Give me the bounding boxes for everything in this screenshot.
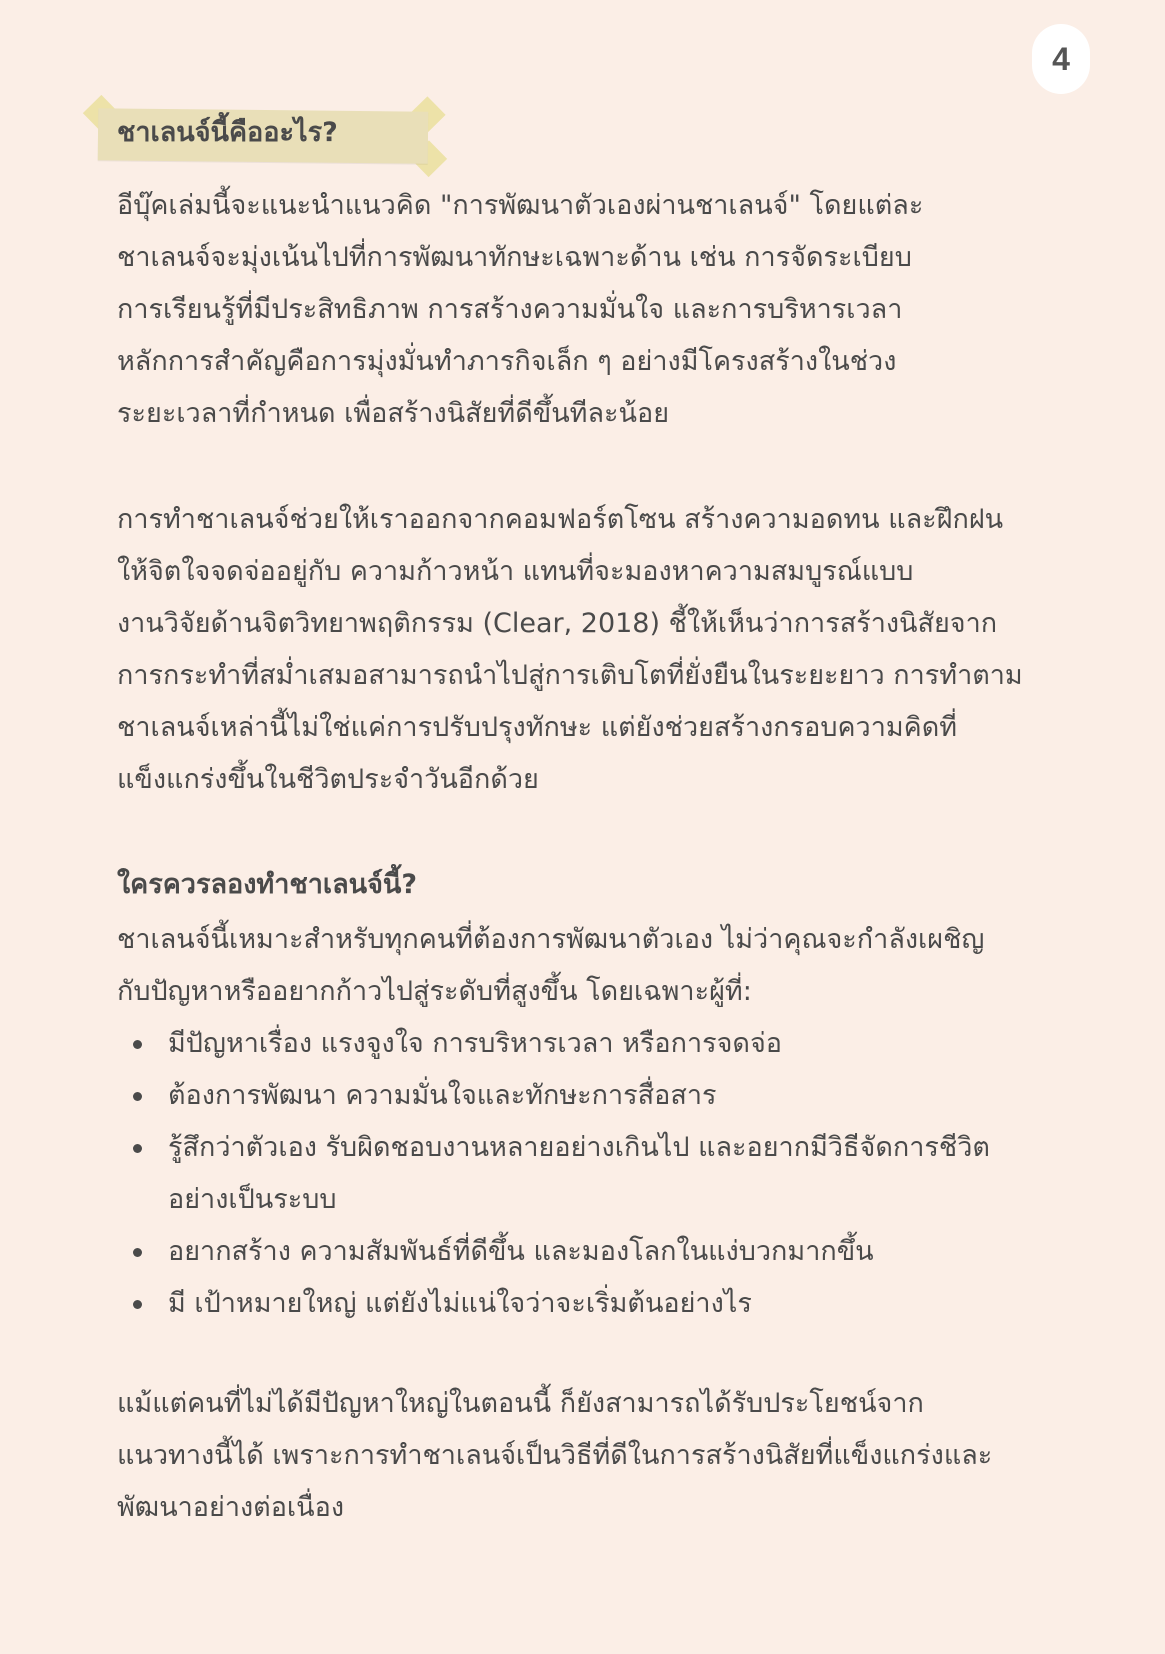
paragraph-line: แม้แต่คนที่ไม่ได้มีปัญหาใหญ่ในตอนนี้ ก็ยังสามารถได้รับประโยชน์จาก (117, 1388, 924, 1419)
list-item (130, 1226, 1090, 1278)
paragraph-line: กับปัญหาหรืออยากก้าวไปสู่ระดับที่สูงขึ้น โดยเฉพาะผู้ที่: (117, 976, 752, 1007)
paragraph-line: ระยะเวลาที่กำหนด เพื่อสร้างนิสัยที่ดีขึ้นทีละน้อย (117, 398, 670, 429)
list-item-text: รู้สึกว่าตัวเอง รับผิดชอบงานหลายอย่างเกินไป และอยากมีวิธีจัดการชีวิต (168, 1132, 990, 1163)
section-heading-what: ชาเลนจ์นี้คืออะไร? (117, 117, 338, 148)
bullet-dot-icon (133, 1040, 142, 1049)
paragraph-line: ชาเลนจ์จะมุ่งเน้นไปที่การพัฒนาทักษะเฉพาะด้าน เช่น การจัดระเบียบ (117, 242, 912, 273)
paragraph-intro (117, 180, 1077, 440)
audience-bullet-list (130, 1018, 1090, 1330)
list-item (130, 1122, 1090, 1226)
paragraph-line: หลักการสำคัญคือการมุ่งมั่นทำภารกิจเล็ก ๆ อย่างมีโครงสร้างในช่วง (117, 346, 897, 377)
paragraph-line: ให้จิตใจจดจ่ออยู่กับ ความก้าวหน้า แทนที่จะมองหาความสมบูรณ์แบบ (117, 556, 914, 587)
paragraph-line: การกระทำที่สม่ำเสมอสามารถนำไปสู่การเติบโตที่ยั่งยืนในระยะยาว การทำตาม (117, 660, 1023, 691)
paragraph-line: อีบุ๊คเล่มนี้จะแนะนำแนวคิด "การพัฒนาตัวเองผ่านชาเลนจ์" โดยแต่ละ (117, 190, 924, 221)
list-item-text: มี เป้าหมายใหญ่ แต่ยังไม่แน่ใจว่าจะเริ่มต้นอย่างไร (168, 1288, 752, 1319)
paragraph-line: แนวทางนี้ได้ เพราะการทำชาเลนจ์เป็นวิธีที่ดีในการสร้างนิสัยที่แข็งแกร่งและ (117, 1440, 993, 1471)
paragraph-line: งานวิจัยด้านจิตวิทยาพฤติกรรม (Clear, 2018) ชี้ให้เห็นว่าการสร้างนิสัยจาก (117, 608, 998, 639)
list-item (130, 1018, 1090, 1070)
bullet-dot-icon (133, 1144, 142, 1153)
bullet-dot-icon (133, 1092, 142, 1101)
paragraph-line: ชาเลนจ์นี้เหมาะสำหรับทุกคนที่ต้องการพัฒนาตัวเอง ไม่ว่าคุณจะกำลังเผชิญ (117, 924, 985, 955)
paragraph-audience-intro (117, 914, 1077, 1018)
page-number: 4 (1032, 24, 1090, 94)
paragraph-line: พัฒนาอย่างต่อเนื่อง (117, 1492, 345, 1523)
list-item-text: อยากสร้าง ความสัมพันธ์ที่ดีขึ้น และมองโลกในแง่บวกมากขึ้น (168, 1236, 874, 1267)
bullet-dot-icon (133, 1300, 142, 1309)
list-item-text: ต้องการพัฒนา ความมั่นใจและทักษะการสื่อสาร (168, 1080, 717, 1111)
paragraph-closing (117, 1378, 1077, 1534)
paragraph-line: แข็งแกร่งขึ้นในชีวิตประจำวันอีกด้วย (117, 764, 539, 795)
paragraph-benefits (117, 494, 1077, 806)
paragraph-line: ชาเลนจ์เหล่านี้ไม่ใช่แค่การปรับปรุงทักษะ แต่ยังช่วยสร้างกรอบความคิดที่ (117, 712, 958, 743)
paragraph-line: การทำชาเลนจ์ช่วยให้เราออกจากคอมฟอร์ตโซน สร้างความอดทน และฝึกฝน (117, 504, 1004, 535)
list-item (130, 1278, 1090, 1330)
list-item-text: อย่างเป็นระบบ (168, 1184, 337, 1215)
list-item (130, 1070, 1090, 1122)
bullet-dot-icon (133, 1248, 142, 1257)
list-item-text: มีปัญหาเรื่อง แรงจูงใจ การบริหารเวลา หรือการจดจ่อ (168, 1028, 782, 1059)
section-heading-who: ใครควรลองทำชาเลนจ์นี้? (117, 869, 418, 900)
paragraph-line: การเรียนรู้ที่มีประสิทธิภาพ การสร้างความมั่นใจ และการบริหารเวลา (117, 294, 903, 325)
